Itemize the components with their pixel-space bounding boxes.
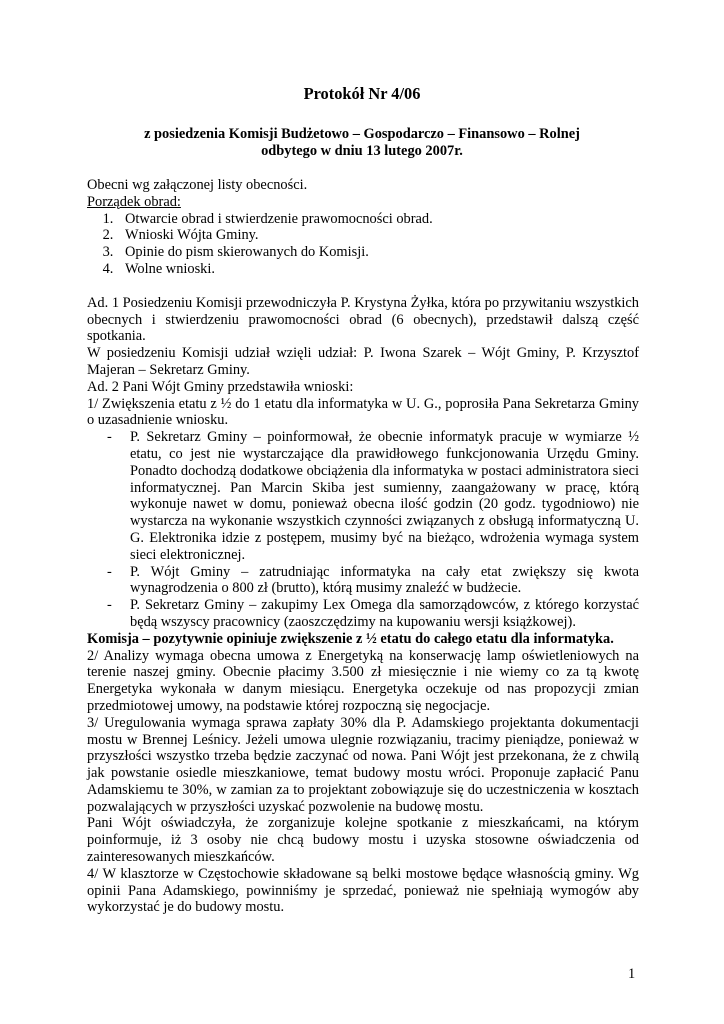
agenda-item: 2. Wnioski Wójta Gminy.: [117, 227, 639, 244]
agenda-item: 3. Opinie do pism skierowanych do Komisji.: [117, 244, 639, 261]
point-3-followup: Pani Wójt oświadczyła, że zorganizuje kolejne spotkanie z mieszkańcami, na którym poinformuje, iż 3 osoby nie chcą budowy mostu i uzyska stosowne oświadczenia od zainteresowanych mieszkańców.: [87, 815, 639, 866]
ad2-heading: Ad. 2 Pani Wójt Gminy przedstawiła wnioski:: [87, 378, 354, 395]
agenda-list: [87, 211, 639, 278]
page-number: 1: [628, 966, 636, 982]
agenda-item: 1. Otwarcie obrad i stwierdzenie prawomocności obrad.: [117, 211, 639, 228]
point-1-bullets: [87, 429, 639, 631]
commission-opinion: Komisja – pozytywnie opiniuje zwiększenie z ½ etatu do całego etatu dla informatyka.: [87, 630, 614, 647]
agenda-heading: Porządek obrad:: [87, 193, 181, 210]
spacer: [87, 278, 639, 295]
participants-paragraph: W posiedzeniu Komisji udział wzięli udział: P. Iwona Szarek – Wójt Gminy, P. Krzysztof Majeran – Sekretarz Gminy.: [87, 345, 639, 378]
bullet-item: - P. Wójt Gminy – zatrudniając informatyka na cały etat zwiększy się kwota wynagrodzenia o 800 zł (brutto), którą musimy znaleźć w budżecie.: [107, 564, 639, 598]
point-4-paragraph: 4/ W klasztorze w Częstochowie składowane są belki mostowe będące własnością gminy. Wg opinii Pana Adamskiego, powinniśmy je sprzedać, ponieważ nie spełniają wymogów aby wykorzystać je do budowy mostu.: [87, 865, 639, 916]
bullet-item: - P. Sekretarz Gminy – poinformował, że obecnie informatyk pracuje w wymiarze ½ etatu, co jest nie wystarczające dla prawidłowego funkcjonowania Urzędu Gminy. Ponadto dochodzą dodatkowe obciążenia dla informatyka w postaci administratora sieci informatycznej. Pan Marcin Skiba jest sumienny, zaangażowany w pracę, którą wykonuje nawet w domu, ponieważ obecna ilość godzin (20 godz. tygodniowo) nie wystarcza na wykonanie wszystkich czynności związanych z obsługą informatyczną U. G. Elektronika idzie z postępem, musimy być na bieżąco, wdrożenia wymaga system sieci elektronicznej.: [107, 429, 639, 563]
point-2-paragraph: 2/ Analizy wymaga obecna umowa z Energetyką na konserwację lamp oświetleniowych na terenie naszej gminy. Obecnie płacimy 3.500 zł miesięcznie i nie wiemy co za tą kwotę Energetyka wykonała w danym miesiącu. Energetyka oczekuje od nas propozycji zmian przedmiotowej umowy, na podstawie której rozpoczną się negocjacje.: [87, 647, 639, 714]
subtitle-line-1: z posiedzenia Komisji Budżetowo – Gospodarczo – Finansowo – Rolnej: [144, 126, 580, 142]
document-subtitle: [0, 126, 724, 160]
attendance-note: Obecni wg załączonej listy obecności.: [87, 177, 308, 193]
bullet-item: - P. Sekretarz Gminy – zakupimy Lex Omega dla samorządowców, z którego korzystać będą wszyscy pracownicy (zaoszczędzimy na kupowaniu wersji książkowej).: [107, 597, 639, 631]
point-1-paragraph: 1/ Zwiększenia etatu z ½ do 1 etatu dla informatyka w U. G., poprosiła Pana Sekretarza Gminy o uzasadnienie wniosku.: [87, 395, 639, 429]
document-body: [87, 177, 639, 916]
point-3-paragraph: 3/ Uregulowania wymaga sprawa zapłaty 30% dla P. Adamskiego projektanta dokumentacji mostu w Brennej Leśnicy. Jeżeli umowa ulegnie rozwiązaniu, tracimy pieniądze, ponieważ w przyszłości wszystko trzeba będzie zaczynać od nowa. Pani Wójt jest przekonana, że z chwilą jak powstanie osiedle mieszkaniowe, temat budowy mostu wróci. Proponuje zapłacić Panu Adamskiemu te 30%, w zamian za to projektant zobowiązuje się do uczestniczenia w kosztach pozwalających w przyszłości uzyskać pozwolenie na budowę mostu.: [87, 714, 639, 815]
document-title: Protokół Nr 4/06: [303, 84, 421, 103]
agenda-item: 4. Wolne wnioski.: [117, 261, 639, 278]
subtitle-line-2: odbytego w dniu 13 lutego 2007r.: [261, 143, 463, 159]
ad1-paragraph: Ad. 1 Posiedzeniu Komisji przewodniczyła P. Krystyna Żyłka, która po przywitaniu wszystkich obecnych i stwierdzeniu prawomocności obrad (6 obecnych), przedstawił dalszą część spotkania.: [87, 294, 639, 345]
